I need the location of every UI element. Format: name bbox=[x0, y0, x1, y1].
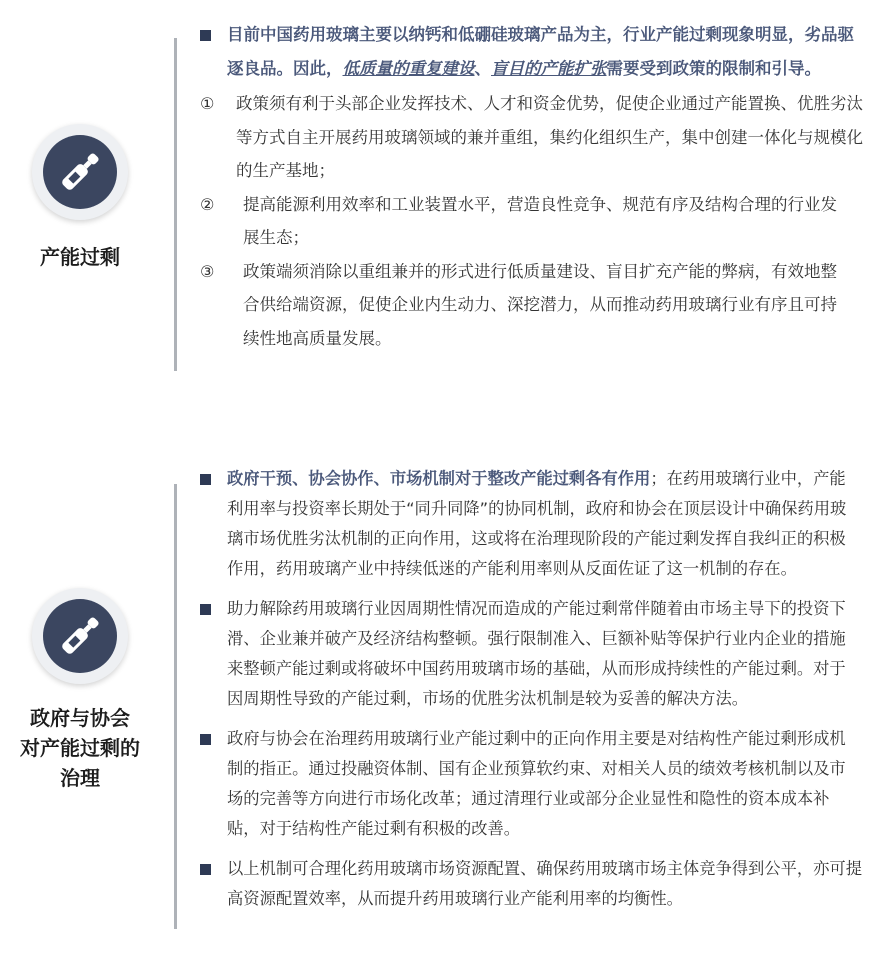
square-bullet-icon bbox=[200, 734, 211, 745]
section2-item-2: 助力解除药用玻璃行业因周期性情况而造成的产能过剩常伴随着由市场主导下的投资下滑、企业兼并破产及经济结构整顿。强行限制准入、巨额补贴等保护行业内企业的措施来整顿产能过剩或将破坏中国药用玻璃市场的基础，从而形成持续性的产能过剩。对于因周期性导致的产能过剩，市场的优胜劣汰机制是较为妥善的解决方法。 bbox=[200, 594, 865, 714]
square-bullet-icon bbox=[200, 30, 211, 41]
section2-item-4: 以上机制可合理化药用玻璃市场资源配置、确保药用玻璃市场主体竞争得到公平，亦可提高资源配置效率，从而提升药用玻璃行业产能利用率的均衡性。 bbox=[200, 854, 865, 914]
section1-divider-line bbox=[174, 38, 177, 371]
section1-bullet: 目前中国药用玻璃主要以纳钙和低硼硅玻璃产品为主，行业产能过剩现象明显，劣品驱逐良品。因此，低质量的重复建设、盲目的产能扩张需要受到政策的限制和引导。 bbox=[200, 18, 865, 85]
section2-label: 政府与协会 对产能过剩的 治理 bbox=[20, 706, 140, 790]
section1-item-2: ② 提高能源利用效率和工业装置水平，营造良性竞争、规范有序及结构合理的行业发展生态； bbox=[200, 194, 837, 247]
square-bullet-icon bbox=[200, 864, 211, 875]
section1-content bbox=[200, 18, 865, 355]
section2-badge bbox=[32, 588, 128, 684]
square-bullet-icon bbox=[200, 474, 211, 485]
section2-content bbox=[200, 464, 865, 924]
section2-item-3: 政府与协会在治理药用玻璃行业产能过剩中的正向作用主要是对结构性产能过剩形成机制的指正。通过投融资体制、国有企业预算软约束、对相关人员的绩效考核机制以及市场的完善等方向进行市场化改革；通过清理行业或部分企业显性和隐性的资本成本补贴，对于结构性产能过剩有积极的改善。 bbox=[200, 724, 865, 844]
section1-label: 产能过剩 bbox=[40, 245, 120, 269]
section2-divider-line bbox=[174, 484, 177, 929]
ampoule-icon bbox=[49, 605, 111, 667]
square-bullet-icon bbox=[200, 604, 211, 615]
section1-item-3: ③ 政策端须消除以重组兼并的形式进行低质量建设、盲目扩充产能的弊病，有效地整合供给端资源，促使企业内生动力、深挖潜力，从而推动药用玻璃行业有序且可持续性地高质量发展。 bbox=[200, 261, 837, 348]
ampoule-icon bbox=[49, 141, 111, 203]
section1-item-1: ① 政策须有利于头部企业发挥技术、人才和资金优势，促使企业通过产能置换、优胜劣汰等方式自主开展药用玻璃领域的兼并重组，集约化组织生产，集中创建一体化与规模化的生产基地； bbox=[200, 94, 863, 180]
section2-item-1: 政府干预、协会协作、市场机制对于整改产能过剩各有作用；在药用玻璃行业中，产能利用率与投资率长期处于“同升同降”的协同机制，政府和协会在顶层设计中确保药用玻璃市场优胜劣汰机制的正向作用，这或将在治理现阶段的产能过剩发挥自我纠正的积极作用，药用玻璃产业中持续低迷的产能利用率则从反面佐证了这一机制的存在。 bbox=[200, 464, 865, 584]
section1-badge bbox=[32, 124, 128, 220]
